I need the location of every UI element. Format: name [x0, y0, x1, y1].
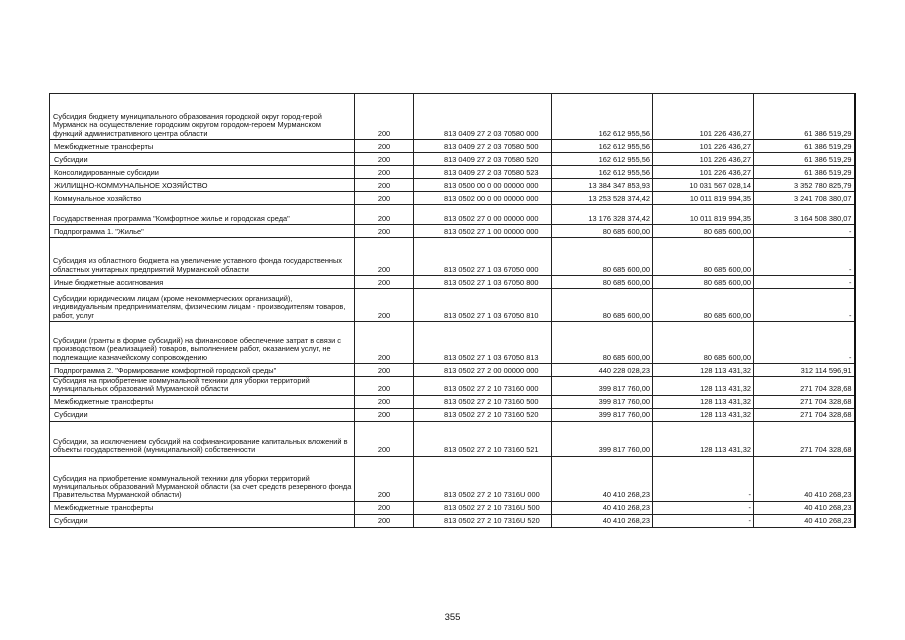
row-name-cell: Субсидии [50, 153, 355, 166]
row-kbk-cell: 813 0502 00 0 00 00000 000 [414, 192, 552, 205]
table-row [50, 456, 855, 501]
row-code-cell: 200 [355, 364, 414, 377]
row-kbk-cell: 813 0409 27 2 03 70580 500 [414, 140, 552, 153]
row-name-cell: Субсидия на приобретение коммунальной техники для уборки территорий муниципальных образований Мурманской области (за счет средств резервного фонда Правительства Мурманской области) [50, 456, 355, 501]
row-remaining-cell: - [754, 289, 855, 322]
row-executed-cell: 80 685 600,00 [653, 238, 754, 276]
row-name-cell: ЖИЛИЩНО-КОММУНАЛЬНОЕ ХОЗЯЙСТВО [50, 179, 355, 192]
row-code-cell: 200 [355, 377, 414, 396]
table-row [50, 289, 855, 322]
row-name-cell: Субсидия на приобретение коммунальной техники для уборки территорий муниципальных образований Мурманской области [50, 377, 355, 396]
row-kbk-cell: 813 0502 27 2 10 73160 521 [414, 421, 552, 456]
row-kbk-cell: 813 0502 27 1 00 00000 000 [414, 225, 552, 238]
row-name-cell: Подпрограмма 2. "Формирование комфортной городской среды" [50, 364, 355, 377]
row-kbk-cell: 813 0502 27 0 00 00000 000 [414, 205, 552, 225]
row-kbk-cell: 813 0502 27 1 03 67050 810 [414, 289, 552, 322]
row-approved-cell: 80 685 600,00 [552, 322, 653, 364]
row-approved-cell: 399 817 760,00 [552, 377, 653, 396]
row-remaining-cell: 312 114 596,91 [754, 364, 855, 377]
table-row [50, 377, 855, 396]
table-row [50, 322, 855, 364]
table-row [50, 166, 855, 179]
row-approved-cell: 40 410 268,23 [552, 456, 653, 501]
row-code-cell: 200 [355, 408, 414, 421]
row-code-cell: 200 [355, 166, 414, 179]
row-code-cell: 200 [355, 395, 414, 408]
row-kbk-cell: 813 0502 27 1 03 67050 000 [414, 238, 552, 276]
row-name-cell: Субсидии юридическим лицам (кроме некоммерческих организаций), индивидуальным предпринимателям, физическим лицам - производителям товаров, работ, услуг [50, 289, 355, 322]
row-approved-cell: 13 384 347 853,93 [552, 179, 653, 192]
row-remaining-cell: 61 386 519,29 [754, 94, 855, 140]
table-row [50, 514, 855, 527]
row-executed-cell: 128 113 431,32 [653, 421, 754, 456]
row-code-cell: 200 [355, 192, 414, 205]
row-name-cell: Межбюджетные трансферты [50, 395, 355, 408]
row-kbk-cell: 813 0409 27 2 03 70580 523 [414, 166, 552, 179]
row-code-cell: 200 [355, 225, 414, 238]
row-code-cell: 200 [355, 140, 414, 153]
row-name-cell: Подпрограмма 1. "Жилье" [50, 225, 355, 238]
row-approved-cell: 162 612 955,56 [552, 140, 653, 153]
row-approved-cell: 162 612 955,56 [552, 94, 653, 140]
row-code-cell: 200 [355, 179, 414, 192]
row-code-cell: 200 [355, 421, 414, 456]
row-code-cell: 200 [355, 238, 414, 276]
row-name-cell: Межбюджетные трансферты [50, 501, 355, 514]
row-remaining-cell: 3 241 708 380,07 [754, 192, 855, 205]
row-approved-cell: 80 685 600,00 [552, 238, 653, 276]
row-remaining-cell: 40 410 268,23 [754, 456, 855, 501]
table-row [50, 225, 855, 238]
row-remaining-cell: 271 704 328,68 [754, 377, 855, 396]
row-remaining-cell: 271 704 328,68 [754, 408, 855, 421]
row-code-cell: 200 [355, 276, 414, 289]
table-row [50, 364, 855, 377]
row-code-cell: 200 [355, 501, 414, 514]
row-approved-cell: 162 612 955,56 [552, 166, 653, 179]
row-approved-cell: 399 817 760,00 [552, 408, 653, 421]
row-executed-cell: - [653, 501, 754, 514]
row-remaining-cell: 61 386 519,29 [754, 153, 855, 166]
row-name-cell: Субсидии [50, 514, 355, 527]
row-executed-cell: 101 226 436,27 [653, 94, 754, 140]
row-approved-cell: 40 410 268,23 [552, 514, 653, 527]
row-approved-cell: 80 685 600,00 [552, 289, 653, 322]
row-executed-cell: 80 685 600,00 [653, 289, 754, 322]
row-kbk-cell: 813 0502 27 2 10 7316U 520 [414, 514, 552, 527]
row-remaining-cell: - [754, 322, 855, 364]
row-name-cell: Иные бюджетные ассигнования [50, 276, 355, 289]
row-remaining-cell: 3 164 508 380,07 [754, 205, 855, 225]
row-executed-cell: 128 113 431,32 [653, 395, 754, 408]
row-executed-cell: 101 226 436,27 [653, 140, 754, 153]
row-executed-cell: 10 011 819 994,35 [653, 192, 754, 205]
row-name-cell: Субсидии [50, 408, 355, 421]
row-name-cell: Субсидии, за исключением субсидий на софинансирование капитальных вложений в объекты государственной (муниципальной) собственности [50, 421, 355, 456]
row-executed-cell: 128 113 431,32 [653, 377, 754, 396]
row-executed-cell: - [653, 456, 754, 501]
row-kbk-cell: 813 0502 27 2 10 73160 500 [414, 395, 552, 408]
row-name-cell: Субсидия из областного бюджета на увеличение уставного фонда государственных областных унитарных предприятий Мурманской области [50, 238, 355, 276]
row-executed-cell: 101 226 436,27 [653, 166, 754, 179]
table-row [50, 408, 855, 421]
table-row [50, 501, 855, 514]
row-name-cell: Государственная программа "Комфортное жилье и городская среда" [50, 205, 355, 225]
table-row [50, 179, 855, 192]
row-executed-cell: 80 685 600,00 [653, 322, 754, 364]
table-row [50, 153, 855, 166]
row-remaining-cell: 40 410 268,23 [754, 501, 855, 514]
row-executed-cell: 80 685 600,00 [653, 276, 754, 289]
row-name-cell: Коммунальное хозяйство [50, 192, 355, 205]
row-name-cell: Субсидии (гранты в форме субсидий) на финансовое обеспечение затрат в связи с производством (реализацией) товаров, выполнением работ, оказанием услуг, не подлежащие казначейскому сопровождению [50, 322, 355, 364]
row-code-cell: 200 [355, 322, 414, 364]
row-code-cell: 200 [355, 94, 414, 140]
page-number: 355 [444, 612, 461, 623]
row-executed-cell: 128 113 431,32 [653, 408, 754, 421]
row-executed-cell: 101 226 436,27 [653, 153, 754, 166]
row-approved-cell: 440 228 028,23 [552, 364, 653, 377]
row-code-cell: 200 [355, 289, 414, 322]
row-approved-cell: 162 612 955,56 [552, 153, 653, 166]
row-kbk-cell: 813 0502 27 1 03 67050 800 [414, 276, 552, 289]
row-code-cell: 200 [355, 205, 414, 225]
table-row [50, 94, 855, 140]
row-remaining-cell: 40 410 268,23 [754, 514, 855, 527]
row-executed-cell: 10 031 567 028,14 [653, 179, 754, 192]
row-kbk-cell: 813 0502 27 2 10 73160 000 [414, 377, 552, 396]
row-executed-cell: 80 685 600,00 [653, 225, 754, 238]
table-body [50, 94, 855, 528]
row-kbk-cell: 813 0409 27 2 03 70580 520 [414, 153, 552, 166]
row-name-cell: Консолидированные субсидии [50, 166, 355, 179]
row-approved-cell: 399 817 760,00 [552, 395, 653, 408]
row-remaining-cell: - [754, 276, 855, 289]
row-remaining-cell: - [754, 225, 855, 238]
table-row [50, 192, 855, 205]
row-code-cell: 200 [355, 456, 414, 501]
table-row [50, 421, 855, 456]
row-approved-cell: 13 253 528 374,42 [552, 192, 653, 205]
table-row [50, 276, 855, 289]
row-executed-cell: 128 113 431,32 [653, 364, 754, 377]
row-executed-cell: - [653, 514, 754, 527]
row-kbk-cell: 813 0502 27 2 10 7316U 500 [414, 501, 552, 514]
table-row [50, 395, 855, 408]
row-name-cell: Субсидия бюджету муниципального образования городской округ город-герой Мурманск на осуществление городским округом городом-героем Мурманском функций административного центра области [50, 94, 355, 140]
row-approved-cell: 80 685 600,00 [552, 276, 653, 289]
budget-execution-table [49, 93, 856, 528]
row-remaining-cell: 271 704 328,68 [754, 421, 855, 456]
row-executed-cell: 10 011 819 994,35 [653, 205, 754, 225]
row-remaining-cell: 61 386 519,29 [754, 166, 855, 179]
row-approved-cell: 13 176 328 374,42 [552, 205, 653, 225]
row-name-cell: Межбюджетные трансферты [50, 140, 355, 153]
row-code-cell: 200 [355, 153, 414, 166]
row-approved-cell: 40 410 268,23 [552, 501, 653, 514]
row-remaining-cell: - [754, 238, 855, 276]
row-kbk-cell: 813 0502 27 2 10 7316U 000 [414, 456, 552, 501]
row-kbk-cell: 813 0502 27 2 10 73160 520 [414, 408, 552, 421]
row-kbk-cell: 813 0502 27 1 03 67050 813 [414, 322, 552, 364]
row-approved-cell: 399 817 760,00 [552, 421, 653, 456]
row-remaining-cell: 61 386 519,29 [754, 140, 855, 153]
row-approved-cell: 80 685 600,00 [552, 225, 653, 238]
row-kbk-cell: 813 0409 27 2 03 70580 000 [414, 94, 552, 140]
row-code-cell: 200 [355, 514, 414, 527]
row-remaining-cell: 271 704 328,68 [754, 395, 855, 408]
row-remaining-cell: 3 352 780 825,79 [754, 179, 855, 192]
table-row [50, 140, 855, 153]
table-row [50, 205, 855, 225]
row-kbk-cell: 813 0502 27 2 00 00000 000 [414, 364, 552, 377]
table-row [50, 238, 855, 276]
row-kbk-cell: 813 0500 00 0 00 00000 000 [414, 179, 552, 192]
